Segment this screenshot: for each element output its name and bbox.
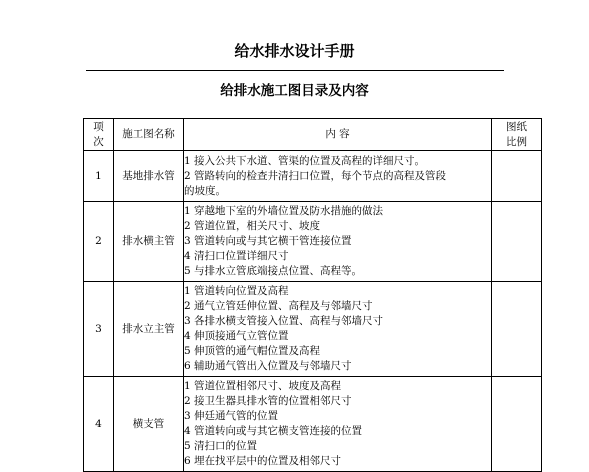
content-line: 6 埋在找平层中的位置及相邻尺寸: [184, 455, 342, 467]
row-scale: [492, 377, 542, 472]
content-line: 3 管道转向或与其它横干管连接位置: [184, 235, 352, 247]
title-divider: [86, 70, 504, 71]
row-content: [184, 151, 492, 202]
content-line: 3 伸廷通气管的位置: [184, 410, 279, 422]
header-item-no-line1: 项: [93, 120, 104, 133]
row-content: [184, 202, 492, 282]
content-line: 4 伸顶接通气立管位置: [184, 330, 289, 342]
content-line: 6 辅助通气管出入位置及与邻墙尺寸: [184, 360, 352, 372]
row-scale: [492, 282, 542, 377]
table-row: [84, 282, 542, 377]
row-number: 3: [84, 282, 114, 377]
row-drawing-name: 排水横主管: [114, 202, 184, 282]
content-line: 5 伸顶管的通气帽位置及高程: [184, 345, 321, 357]
content-line: 2 通气立管廷伸位置、高程及与邻墙尺寸: [184, 300, 373, 312]
content-line: 3 各排水横支管接入位置、高程与邻墙尺寸: [184, 315, 384, 327]
table-row: [84, 151, 542, 202]
header-scale-line1: 图纸: [506, 120, 527, 133]
content-line: 4 清扫口位置详细尺寸: [184, 250, 289, 262]
content-line: 1 管道位置相邻尺寸、坡度及高程: [184, 380, 342, 392]
row-drawing-name: 横支管: [114, 377, 184, 472]
content-line: 1 接入公共下水道、管渠的位置及高程的详细尺寸。: [184, 154, 426, 167]
content-line: 5 与排水立管底端接点位置、高程等。: [184, 265, 363, 277]
header-content: 内 容: [184, 119, 492, 151]
table-header-row: [84, 119, 542, 151]
row-drawing-name: 基地排水管: [114, 151, 184, 202]
header-scale-line2: 比例: [506, 135, 527, 148]
row-content: [184, 282, 492, 377]
content-line: 2 接卫生器具排水管的位置相邻尺寸: [184, 395, 352, 407]
content-line: 5 清扫口的位置: [184, 440, 258, 452]
row-scale: [492, 202, 542, 282]
document-title: 给水排水设计手册: [234, 42, 355, 60]
row-number: 1: [84, 151, 114, 202]
header-drawing-name: 施工图名称: [114, 119, 184, 151]
content-line: 1 穿越地下室的外墙位置及防水措施的做法: [184, 205, 384, 217]
table-row: [84, 202, 542, 282]
content-line: 2 管路转向的检查井清扫口位置，每个节点的高程及管段: [184, 169, 447, 182]
construction-drawing-table: [83, 118, 542, 472]
row-drawing-name: 排水立主管: [114, 282, 184, 377]
content-line: 2 管道位置，相关尺寸、坡度: [184, 220, 321, 232]
row-content: [184, 377, 492, 472]
content-line: 1 管道转向位置及高程: [184, 285, 289, 297]
content-line: 4 管道转向或与其它横支管连接的位置: [184, 425, 363, 437]
row-number: 4: [84, 377, 114, 472]
row-number: 2: [84, 202, 114, 282]
header-drawing-scale: [492, 119, 542, 151]
header-item-no-line2: 次: [93, 135, 104, 148]
header-item-no: [84, 119, 114, 151]
row-scale: [492, 151, 542, 202]
content-line: 的坡度。: [184, 184, 226, 197]
document-subtitle: 给排水施工图目录及内容: [220, 83, 369, 99]
table-row: [84, 377, 542, 472]
